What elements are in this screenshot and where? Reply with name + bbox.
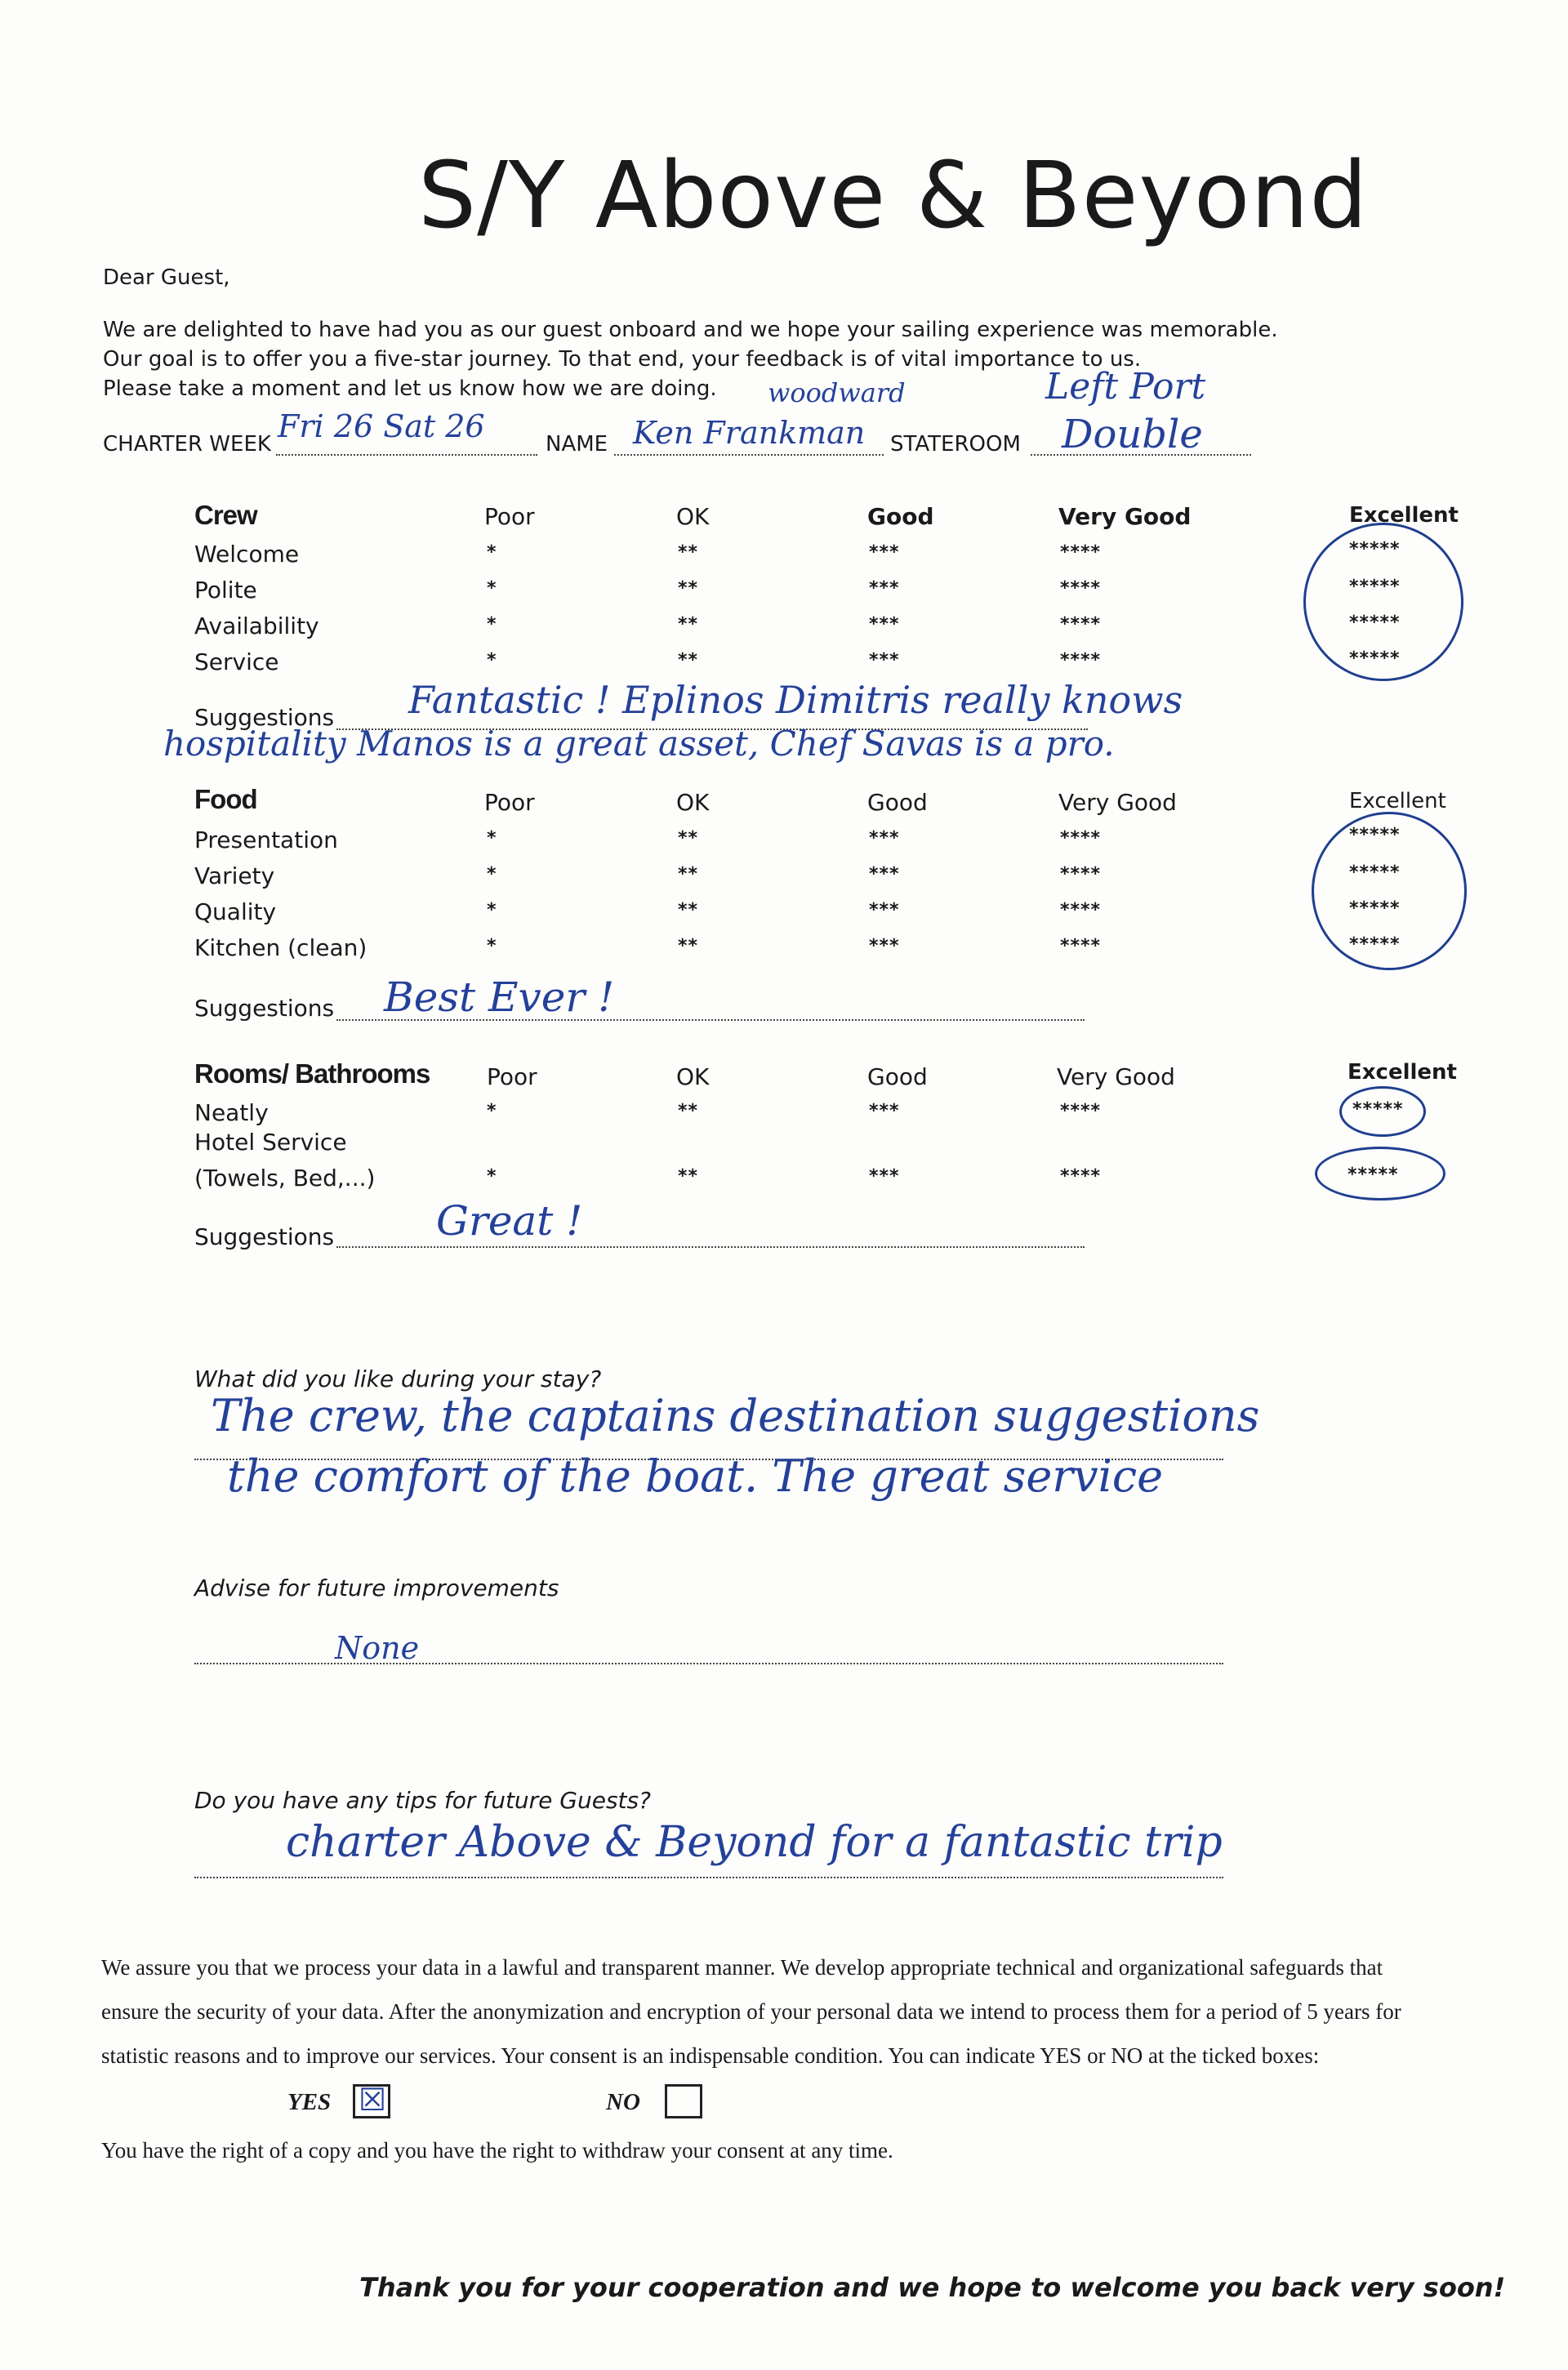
stateroom-value: Double (1062, 412, 1203, 457)
star-excellent: ***** (1349, 934, 1401, 955)
star-ok: ** (678, 1101, 699, 1121)
star-very-good: **** (1060, 864, 1102, 884)
rooms-neatly-circle (1339, 1086, 1426, 1137)
consent-line-1: We assure you that we process your data in a lawful and transparent manner. We develop appropriate technical and organizational safeguards that (101, 1955, 1383, 1980)
star-excellent: ***** (1349, 577, 1401, 597)
star-very-good: **** (1060, 614, 1102, 635)
liked-answer-line-2: the comfort of the boat. The great service (227, 1450, 1164, 1502)
food-row-label: Quality (194, 898, 277, 925)
advise-answer: None (335, 1630, 420, 1666)
consent-rights: You have the right of a copy and you have the right to withdraw your consent at any time. (101, 2138, 893, 2163)
col-ok: OK (676, 503, 710, 530)
star-good: *** (869, 936, 900, 956)
name-value: Ken Frankman (633, 415, 866, 451)
star-good: *** (869, 542, 900, 563)
crew-excellent-circle (1303, 523, 1463, 681)
star-poor: * (487, 1101, 497, 1121)
col-ok: OK (676, 1063, 710, 1090)
star-very-good: **** (1060, 1101, 1102, 1121)
col-good: Good (867, 1063, 928, 1090)
col-good: Good (867, 503, 934, 530)
checked-mark-icon: ☒ (359, 2082, 387, 2118)
name-label: NAME (546, 432, 608, 457)
crew-row-label: Service (194, 648, 279, 675)
star-very-good: **** (1060, 650, 1102, 670)
crew-suggestions-label: Suggestions (194, 704, 335, 731)
food-suggestions-value: Best Ever ! (384, 973, 615, 1021)
col-good: Good (867, 789, 928, 816)
star-ok: ** (678, 614, 699, 635)
page-title: S/Y Above & Beyond (418, 143, 1369, 249)
star-excellent: ***** (1349, 898, 1401, 919)
star-good: *** (869, 828, 900, 849)
tips-question: Do you have any tips for future Guests? (194, 1787, 651, 1814)
charter-week-line (276, 454, 537, 456)
name-line (614, 454, 884, 456)
food-suggestions-label: Suggestions (194, 995, 335, 1022)
charter-week-label: CHARTER WEEK (103, 432, 271, 457)
rooms-suggestions-line (336, 1246, 1085, 1248)
star-ok: ** (678, 1166, 699, 1187)
star-ok: ** (678, 542, 699, 563)
star-excellent: ***** (1348, 1165, 1399, 1185)
advise-question: Advise for future improvements (194, 1575, 559, 1602)
tips-answer-line (194, 1877, 1223, 1878)
star-excellent: ***** (1349, 539, 1401, 559)
star-excellent: ***** (1349, 862, 1401, 883)
intro-line-3: Please take a moment and let us know how we are doing. (103, 376, 717, 401)
star-poor: * (487, 828, 497, 849)
crew-row-label: Polite (194, 577, 257, 604)
star-good: *** (869, 1101, 900, 1121)
stateroom-label: STATEROOM (890, 432, 1021, 457)
name-extra: woodward (768, 377, 906, 408)
star-good: *** (869, 864, 900, 884)
rooms-row-label: Hotel Service (194, 1129, 347, 1156)
star-poor: * (487, 864, 497, 884)
rooms-suggestions-value: Great ! (436, 1197, 583, 1245)
liked-question: What did you like during your stay? (194, 1365, 602, 1392)
star-ok: ** (678, 828, 699, 849)
star-good: *** (869, 614, 900, 635)
rooms-suggestions-label: Suggestions (194, 1223, 335, 1250)
star-very-good: **** (1060, 578, 1102, 599)
tips-answer: charter Above & Beyond for a fantastic trip (286, 1818, 1223, 1867)
star-very-good: **** (1060, 542, 1102, 563)
stateroom-extra: Left Port (1045, 366, 1206, 408)
star-poor: * (487, 578, 497, 599)
greeting: Dear Guest, (103, 265, 230, 290)
star-excellent: ***** (1349, 613, 1401, 633)
star-excellent: ***** (1349, 648, 1401, 669)
star-very-good: **** (1060, 1166, 1102, 1187)
food-row-label: Presentation (194, 826, 338, 853)
yes-checkbox[interactable] (353, 2084, 390, 2118)
yes-label: YES (287, 2089, 332, 2115)
col-excellent: Excellent (1348, 1060, 1457, 1085)
star-poor: * (487, 650, 497, 670)
crew-suggestions-line-1: Fantastic ! Eplinos Dimitris really knows (408, 678, 1183, 722)
crew-row-label: Welcome (194, 541, 300, 568)
rooms-service-circle (1315, 1147, 1446, 1201)
star-excellent: ***** (1349, 825, 1401, 845)
col-excellent: Excellent (1349, 789, 1446, 813)
star-good: *** (869, 900, 900, 920)
star-poor: * (487, 1166, 497, 1187)
food-excellent-circle (1312, 812, 1467, 970)
food-heading: Food (194, 784, 257, 814)
no-label: NO (606, 2089, 640, 2115)
star-very-good: **** (1060, 936, 1102, 956)
col-poor: Poor (484, 503, 535, 530)
rooms-heading: Rooms/ Bathrooms (194, 1058, 430, 1089)
rooms-row-label: (Towels, Bed,...) (194, 1165, 376, 1192)
star-ok: ** (678, 900, 699, 920)
star-poor: * (487, 900, 497, 920)
star-poor: * (487, 542, 497, 563)
star-ok: ** (678, 578, 699, 599)
star-very-good: **** (1060, 828, 1102, 849)
col-ok: OK (676, 789, 710, 816)
liked-answer-line-1: The crew, the captains destination suggestions (211, 1390, 1260, 1441)
star-good: *** (869, 1166, 900, 1187)
star-poor: * (487, 614, 497, 635)
crew-heading: Crew (194, 500, 257, 530)
intro-line-1: We are delighted to have had you as our guest onboard and we hope your sailing experience was memorable. (103, 318, 1278, 342)
col-poor: Poor (484, 789, 535, 816)
star-ok: ** (678, 936, 699, 956)
star-ok: ** (678, 650, 699, 670)
no-checkbox[interactable] (665, 2084, 702, 2118)
food-row-label: Variety (194, 862, 275, 889)
star-very-good: **** (1060, 900, 1102, 920)
star-ok: ** (678, 864, 699, 884)
consent-line-3: statistic reasons and to improve our services. Your consent is an indispensable condition. You can indicate YES or NO at the ticked boxes: (101, 2043, 1320, 2068)
star-poor: * (487, 936, 497, 956)
col-excellent: Excellent (1349, 503, 1459, 528)
star-good: *** (869, 578, 900, 599)
crew-suggestions-line-2: hospitality Manos is a great asset, Chef Savas is a pro. (163, 724, 1115, 764)
col-poor: Poor (487, 1063, 537, 1090)
col-very-good: Very Good (1057, 1063, 1175, 1090)
intro-line-2: Our goal is to offer you a five-star journey. To that end, your feedback is of vital importance to us. (103, 347, 1142, 372)
crew-row-label: Availability (194, 613, 319, 639)
star-good: *** (869, 650, 900, 670)
consent-line-2: ensure the security of your data. After the anonymization and encryption of your personal data we intend to process them for a period of 5 years for (101, 1999, 1401, 2024)
col-very-good: Very Good (1058, 789, 1177, 816)
food-row-label: Kitchen (clean) (194, 934, 368, 961)
star-excellent: ***** (1352, 1099, 1404, 1120)
col-very-good: Very Good (1058, 503, 1192, 530)
footer-thanks: Thank you for your cooperation and we hope to welcome you back very soon! (359, 2272, 1506, 2303)
charter-week-value: Fri 26 Sat 26 (278, 408, 485, 444)
rooms-row-label: Neatly (194, 1099, 269, 1126)
